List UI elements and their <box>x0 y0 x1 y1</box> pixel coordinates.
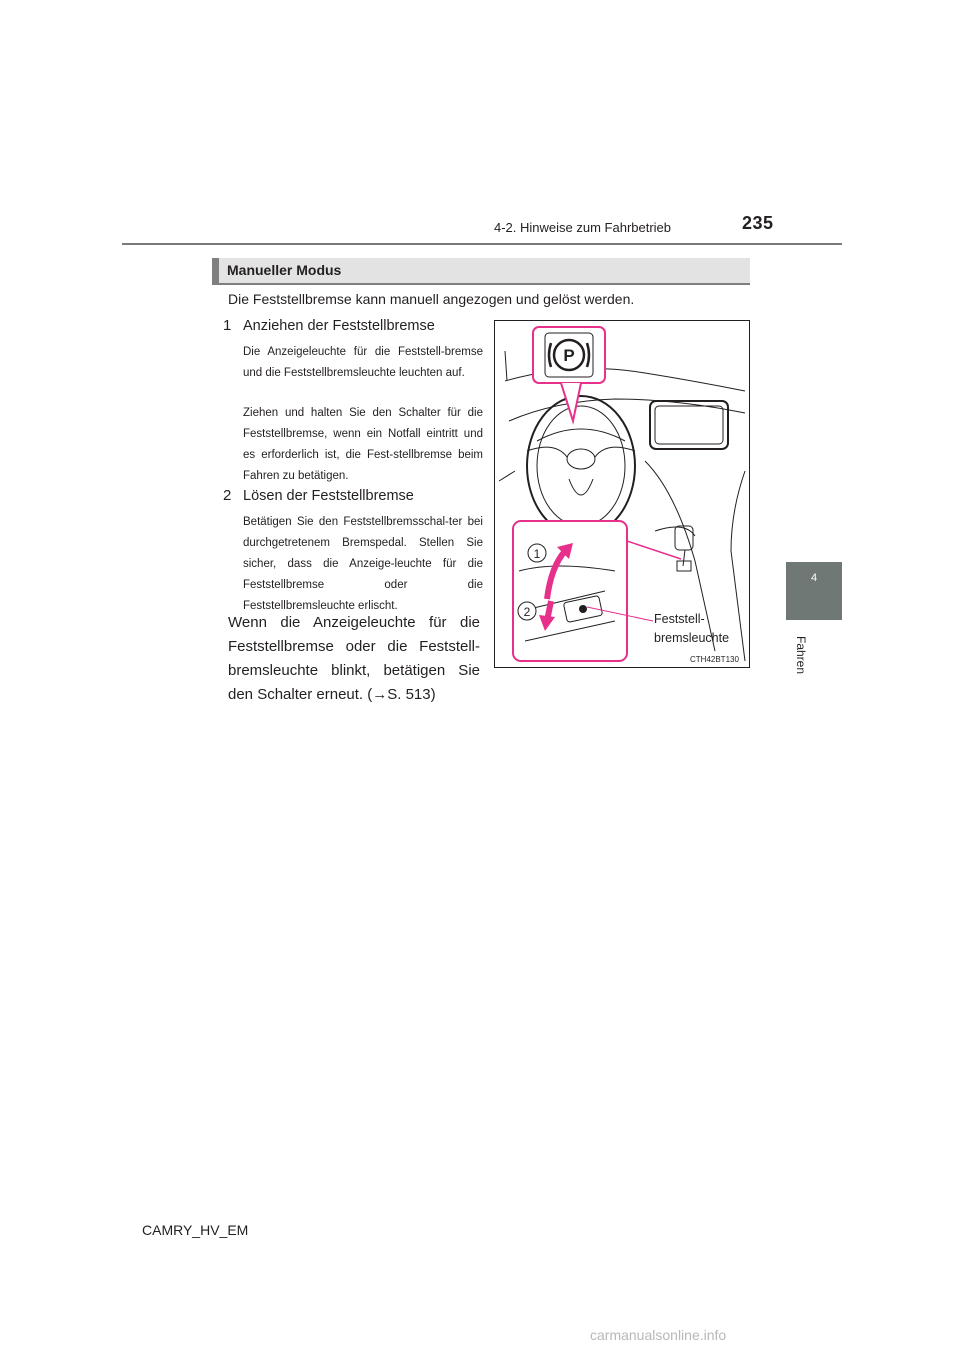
step-paragraph: Betätigen Sie den Feststellbremsschal-ter bei durchgetretenem Bremspedal. Stellen Sie sicher, dass die Anzeige-leuchte für die Feststellbremse oder die Feststellbremsleuchte erlischt. <box>243 516 483 612</box>
chapter-tab-label: Fahren <box>794 636 808 675</box>
step-paragraph: Ziehen und halten Sie den Schalter für die Feststellbremse, wenn ein Notfall eintritt und es erforderlich ist, die Fest-stellbremse beim Fahren zu betätigen. <box>243 407 483 482</box>
chapter-tab-number: 4 <box>810 572 818 584</box>
step-title: Anziehen der Feststellbremse <box>243 318 435 334</box>
step-number: 2 <box>223 487 232 504</box>
header-divider <box>122 243 842 245</box>
switch-indicator-light <box>579 605 587 613</box>
callout-label-brake-light: Feststell- bremsleuchte <box>654 612 730 645</box>
figure-code: CTH42BT130 <box>690 655 739 664</box>
step-title: Lösen der Feststellbremse <box>243 488 414 504</box>
callout-2: 2 <box>523 605 531 619</box>
page-number: 235 <box>742 213 774 233</box>
section-title: Manueller Modus <box>227 262 342 278</box>
chapter-tab <box>786 562 842 620</box>
note-text: Wenn die Anzeigeleuchte für die Feststellbremse oder die Feststell-bremsleuchte blinkt, betätigen Sie den Schalter erneut. (→S. 513) <box>228 614 480 703</box>
footer-model-code: CAMRY_HV_EM <box>142 1222 249 1238</box>
callout-1: 1 <box>533 547 541 561</box>
intro-text: Die Feststellbremse kann manuell angezogen und gelöst werden. <box>228 291 635 307</box>
watermark: carmanualsonline.info <box>590 1327 727 1343</box>
svg-text:P: P <box>563 346 575 365</box>
section-title-accent <box>212 258 219 285</box>
step-paragraph: Die Anzeigeleuchte für die Feststell-bremse und die Feststellbremsleuchte leuchten auf. <box>243 346 483 379</box>
step-number: 1 <box>223 317 232 334</box>
header-section-title: 4-2. Hinweise zum Fahrbetrieb <box>494 220 672 235</box>
